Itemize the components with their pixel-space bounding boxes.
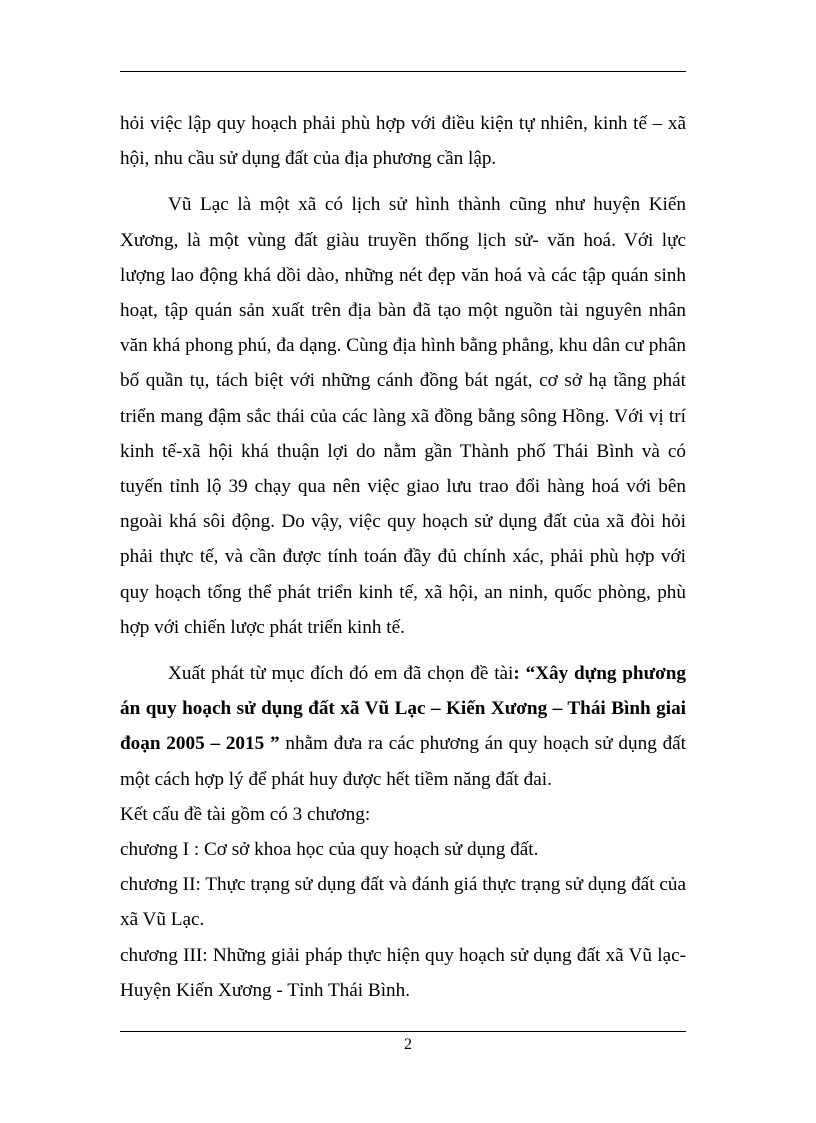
chapter-3: chương III: Những giải pháp thực hiện quy hoạch sử dụng đất xã Vũ lạc- Huyện Kiến Xương - Tỉnh Thái Bình. xyxy=(120,944,686,1001)
structure-heading: Kết cấu đề tài gồm có 3 chương: xyxy=(120,803,371,825)
footer-rule xyxy=(120,1031,686,1032)
paragraph-continuation: hỏi việc lập quy hoạch phải phù hợp với điều kiện tự nhiên, kinh tế – xã hội, nhu cầu sử dụng đất của địa phương cần lập. xyxy=(120,113,686,170)
header-rule xyxy=(120,71,686,72)
paragraph-topic xyxy=(120,656,686,797)
topic-title: : “Xây dựng phương án quy hoạch sử dụng đất xã Vũ Lạc – Kiến Xương – Thái Bình giai đoạn 2005 – 2015 ” xyxy=(120,663,686,755)
body-text xyxy=(120,106,686,1008)
topic-intro: Xuất phát từ mục đích đó em đã chọn đề tài xyxy=(168,663,514,685)
page-number: 2 xyxy=(404,1036,412,1053)
chapter-2: chương II: Thực trạng sử dụng đất và đánh giá thực trạng sử dụng đất của xã Vũ Lạc. xyxy=(120,874,686,931)
paragraph-vu-lac: Vũ Lạc là một xã có lịch sử hình thành cũng như huyện Kiến Xương, là một vùng đất giàu truyền thống lịch sử- văn hoá. Với lực lượng lao động khá dồi dào, những nét đẹp văn hoá và các tập quán sinh hoạt, tập quán sản xuất trên địa bàn đã tạo một nguồn tài nguyên nhân văn khá phong phú, đa dạng. Cùng địa hình bằng phẳng, khu dân cư phân bố quần tụ, tách biệt với những cánh đồng bát ngát, cơ sở hạ tầng phát triển mang đậm sắc thái của các làng xã đồng bằng sông Hồng. Với vị trí kinh tế-xã hội khá thuận lợi do nằm gần Thành phố Thái Bình và có tuyến tỉnh lộ 39 chạy qua nên việc giao lưu trao đổi hàng hoá với bên ngoài khá sôi động. Do vậy, việc quy hoạch sử dụng đất của xã đòi hỏi phải thực tế, và cần được tính toán đầy đủ chính xác, phải phù hợp với quy hoạch tổng thể phát triển kinh tế, xã hội, an ninh, quốc phòng, phù hợp với chiến lược phát triển kinh tế. xyxy=(120,194,686,638)
chapter-1: chương I : Cơ sở khoa học của quy hoạch sử dụng đất. xyxy=(120,839,539,861)
topic-purpose: nhằm đưa ra các phương án quy hoạch sử dụng đất một cách hợp lý để phát huy được hết tiềm năng đất đai. xyxy=(120,733,687,790)
